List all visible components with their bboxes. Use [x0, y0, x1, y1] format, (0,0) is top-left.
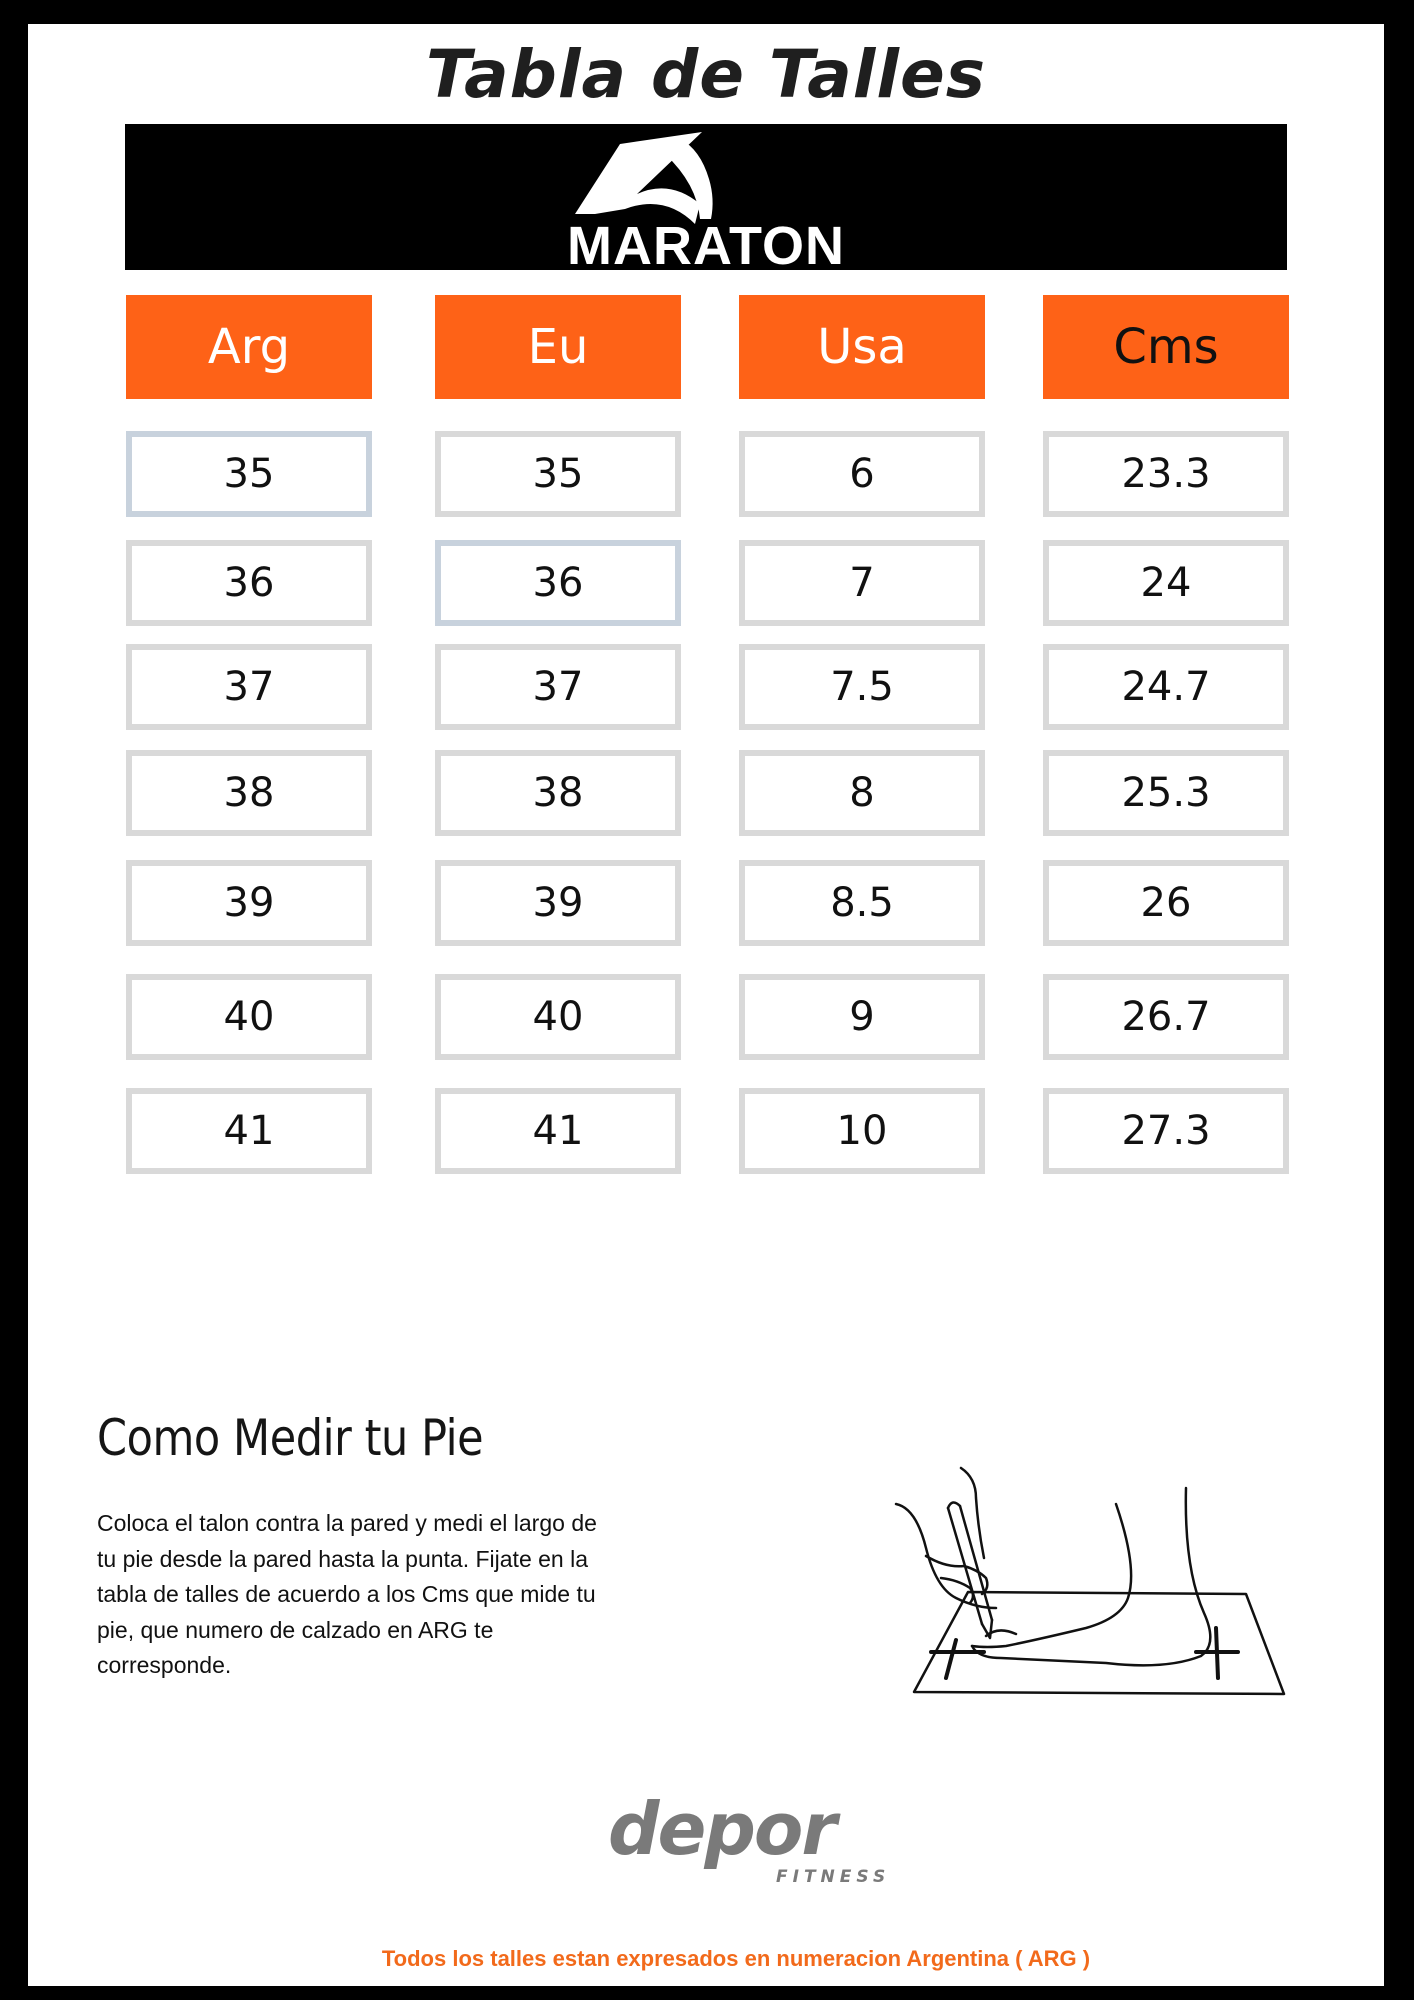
table-cell-cms: 26.7: [1043, 974, 1289, 1060]
store-tagline: FITNESS: [776, 1867, 891, 1887]
table-cell-arg: 41: [126, 1088, 372, 1174]
table-cell-usa: 9: [739, 974, 985, 1060]
table-cell-cms: 23.3: [1043, 431, 1289, 517]
table-cell-cms: 24: [1043, 540, 1289, 626]
table-cell-usa: 10: [739, 1088, 985, 1174]
table-cell-usa: 8.5: [739, 860, 985, 946]
column-header-usa: Usa: [739, 295, 985, 399]
howto-text: Coloca el talon contra la pared y medi el largo de tu pie desde la pared hasta la punta. Fijate en la tabla de talles de acuerdo a los Cms que mide tu pie, que numero de calzado en ARG te corresponde.: [97, 1510, 597, 1678]
brand-banner: [125, 124, 1287, 270]
table-cell-usa: 8: [739, 750, 985, 836]
table-cell-eu: 35: [435, 431, 681, 517]
table-cell-arg: 36: [126, 540, 372, 626]
table-cell-arg: 40: [126, 974, 372, 1060]
table-cell-usa: 6: [739, 431, 985, 517]
table-cell-arg: 38: [126, 750, 372, 836]
table-cell-cms: 26: [1043, 860, 1289, 946]
column-header-eu: Eu: [435, 295, 681, 399]
table-cell-arg: 35: [126, 431, 372, 517]
table-cell-cms: 24.7: [1043, 644, 1289, 730]
table-cell-eu: 38: [435, 750, 681, 836]
footnote: Todos los talles estan expresados en numeracion Argentina ( ARG ): [381, 1946, 1091, 1971]
table-cell-arg: 39: [126, 860, 372, 946]
maraton-runner-logo-icon: [125, 124, 1287, 270]
depor-fitness-logo-icon: [608, 1784, 928, 1894]
brand-name: MARATON: [567, 216, 845, 270]
howto-title: Como Medir tu Pie: [97, 1409, 484, 1467]
table-cell-cms: 27.3: [1043, 1088, 1289, 1174]
table-cell-eu: 36: [435, 540, 681, 626]
page-title: Tabla de Talles: [425, 36, 987, 113]
store-name: depor: [608, 1787, 835, 1871]
table-cell-eu: 39: [435, 860, 681, 946]
table-cell-arg: 37: [126, 644, 372, 730]
table-cell-usa: 7.5: [739, 644, 985, 730]
foot-measuring-illustration-icon: [866, 1448, 1296, 1718]
table-cell-cms: 25.3: [1043, 750, 1289, 836]
table-cell-eu: 40: [435, 974, 681, 1060]
table-cell-usa: 7: [739, 540, 985, 626]
table-cell-eu: 41: [435, 1088, 681, 1174]
table-cell-eu: 37: [435, 644, 681, 730]
column-header-cms: Cms: [1043, 295, 1289, 399]
column-header-arg: Arg: [126, 295, 372, 399]
size-chart-page: [28, 24, 1384, 1986]
